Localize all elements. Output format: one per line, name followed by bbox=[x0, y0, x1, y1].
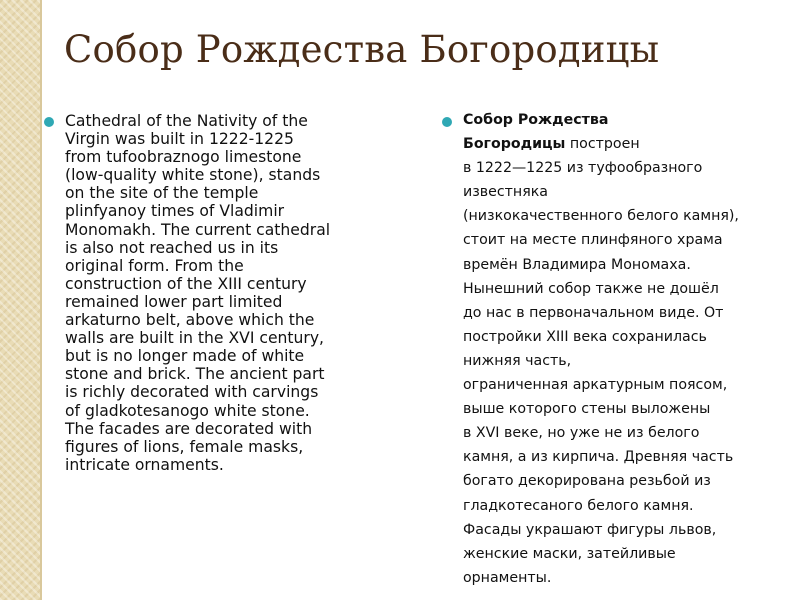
decorative-side-band bbox=[0, 0, 40, 600]
russian-paragraph bbox=[463, 108, 739, 590]
russian-text-column bbox=[442, 112, 792, 590]
teal-bullet-icon bbox=[442, 117, 452, 127]
russian-body-text: построен в 1222—1225 из туфообразного известняка (низкокачественного белого камня), стоит на месте плинфяного храма времён Владимира Мономаха. Нынешний собор также не дошёл до нас в первоначальном виде. От постройки XIII века сохранилась нижняя часть, ограниченная аркатурным поясом, выше которого стены выложены в XVI веке, но уже не из белого камня, а из кирпича. Древняя часть богато декорирована резьбой из гладкотесаного белого камня. Фасады украшают фигуры львов, женские маски, затейливые орнаменты. bbox=[463, 136, 739, 586]
russian-bullet-item bbox=[442, 112, 792, 590]
slide-title: Собор Рождества Богородицы bbox=[64, 28, 660, 71]
teal-bullet-icon bbox=[44, 117, 54, 127]
english-paragraph: Cathedral of the Nativity of the Virgin was built in 1222-1225 from tufoobraznogo limestone (low-quality white stone), stands on the site of the temple plinfyanoy times of Vladimir Monomakh. The current cathedral is also not reached us in its original form. From the construction of the XIII century remained lower part limited arkaturno belt, above which the walls are built in the XVI century, but is no longer made of white stone and brick. The ancient part is richly decorated with carvings of gladkotesanogo white stone. The facades are decorated with figures of lions, female masks, intricate ornaments. bbox=[65, 112, 331, 474]
side-band-edge bbox=[40, 0, 42, 600]
english-text-column bbox=[44, 112, 389, 474]
english-bullet-item bbox=[44, 112, 389, 474]
russian-bold-heading: Собор Рождества Богородицы bbox=[463, 112, 609, 153]
